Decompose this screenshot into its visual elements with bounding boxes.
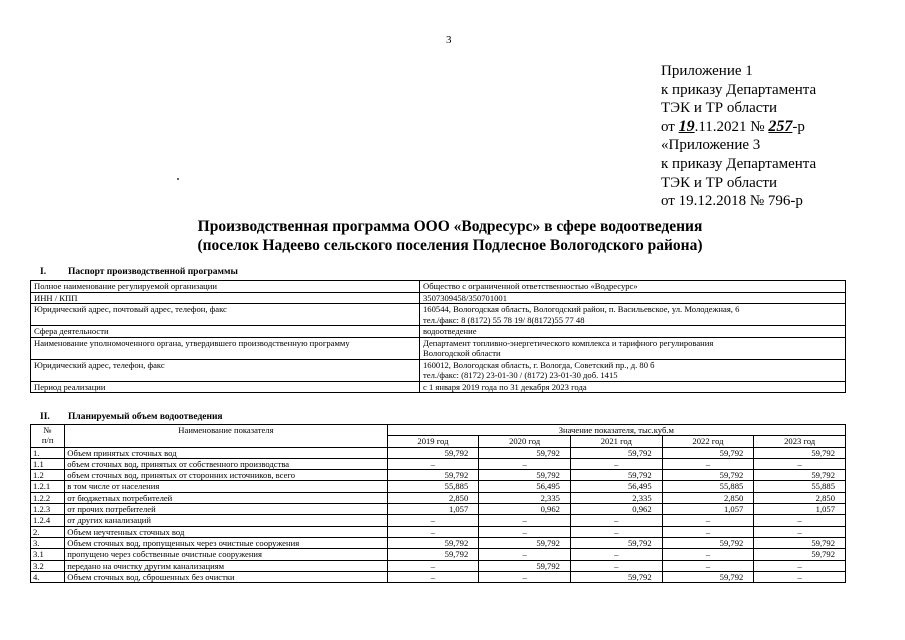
row-value: 59,792 [662, 571, 754, 582]
appendix-line: ТЭК и ТР области [661, 100, 777, 117]
table-row [31, 458, 846, 469]
row-name: Объем неучтенных сточных вод [65, 526, 387, 537]
row-value: 55,885 [387, 481, 479, 492]
table-row [31, 537, 846, 548]
row-number: 1.2.1 [31, 481, 65, 492]
section-number: II. [40, 412, 50, 422]
row-number: 3.2 [31, 560, 65, 571]
header-year: 2020 год [479, 436, 571, 447]
row-value: 55,885 [754, 481, 846, 492]
row-value: 2,335 [570, 492, 662, 503]
row-value: 59,792 [754, 470, 846, 481]
row-value: – [570, 515, 662, 526]
section-number: I. [40, 267, 47, 277]
row-name: пропущено через собственные очистные сооружения [65, 549, 387, 560]
appendix-line: Приложение 1 [661, 63, 753, 79]
row-number: 3. [31, 537, 65, 548]
passport-label: Полное наименование регулируемой организации [31, 281, 420, 293]
table-row [31, 549, 846, 560]
passport-row [31, 292, 846, 304]
row-value: 59,792 [387, 549, 479, 560]
passport-value: водоотведение [420, 326, 846, 338]
passport-value: Департамент топливно-энергетического комплекса и тарифного регулирования Вологодской области [420, 337, 846, 359]
row-value: 59,792 [387, 537, 479, 548]
row-value: 59,792 [479, 560, 571, 571]
row-value: 2,850 [754, 492, 846, 503]
row-value: – [570, 526, 662, 537]
row-value: 59,792 [570, 571, 662, 582]
table-row [31, 470, 846, 481]
passport-table [30, 280, 846, 393]
row-value: 55,885 [662, 481, 754, 492]
table-row [31, 504, 846, 515]
row-number: 2. [31, 526, 65, 537]
passport-value: 160544, Вологодская область, Вологодский район, п. Васильевское, ул. Молодежная, 6 тел./факс: 8 (8172) 55 78 19/ 8(8172)55 77 48 [420, 304, 846, 326]
row-name: в том числе от населения [65, 481, 387, 492]
row-value: – [479, 458, 571, 469]
row-value: 59,792 [754, 537, 846, 548]
row-value: 59,792 [662, 447, 754, 458]
row-number: 4. [31, 571, 65, 582]
volume-table [30, 424, 846, 583]
row-name: от других канализаций [65, 515, 387, 526]
row-value: – [479, 549, 571, 560]
section-title: Планируемый объем водоотведения [68, 412, 223, 422]
row-value: – [479, 526, 571, 537]
passport-row [31, 381, 846, 393]
page-number: 3 [446, 34, 452, 46]
row-value: 59,792 [479, 537, 571, 548]
row-value: – [754, 458, 846, 469]
row-value: 59,792 [479, 470, 571, 481]
date-rest: .11.2021 № [694, 118, 765, 135]
section-title: Паспорт производственной программы [68, 267, 238, 277]
handwritten-order-number: 257 [768, 117, 793, 135]
row-value: – [387, 571, 479, 582]
row-value: 56,495 [479, 481, 571, 492]
row-value: 56,495 [570, 481, 662, 492]
appendix-date-line [661, 118, 816, 137]
row-number: 1.2.4 [31, 515, 65, 526]
appendix-line: от 19.12.2018 № 796-р [661, 193, 803, 210]
row-value: – [662, 526, 754, 537]
row-value: 59,792 [570, 470, 662, 481]
row-value: 2,850 [662, 492, 754, 503]
row-value: – [662, 549, 754, 560]
passport-label: Юридический адрес, телефон, факс [31, 359, 420, 381]
passport-value: Общество с ограниченной ответственностью «Водресурс» [420, 281, 846, 293]
document-title [150, 217, 750, 255]
row-number: 1.2 [31, 470, 65, 481]
row-number: 1.2.3 [31, 504, 65, 515]
table-row [31, 571, 846, 582]
section-heading [40, 412, 223, 422]
row-name: передано на очистку другим канализациям [65, 560, 387, 571]
header-num [31, 425, 65, 448]
row-value: 0,962 [570, 504, 662, 515]
row-name: объем сточных вод, принятых от собственного производства [65, 458, 387, 469]
row-number: 1. [31, 447, 65, 458]
passport-value: 3507309458/350701001 [420, 292, 846, 304]
passport-value: с 1 января 2019 года по 31 декабря 2023 года [420, 381, 846, 393]
row-name: от прочих потребителей [65, 504, 387, 515]
passport-label: Юридический адрес, почтовый адрес, телефон, факс [31, 304, 420, 326]
table-row [31, 447, 846, 458]
date-prefix: от [661, 118, 675, 135]
appendix-line: ТЭК и ТР области [661, 174, 777, 191]
row-value: 59,792 [662, 537, 754, 548]
passport-row [31, 359, 846, 381]
row-value: 1,057 [387, 504, 479, 515]
row-value: 59,792 [387, 470, 479, 481]
row-value: – [662, 458, 754, 469]
passport-row [31, 281, 846, 293]
passport-label: Период реализации [31, 381, 420, 393]
passport-row [31, 326, 846, 338]
header-values-title: Значение показателя, тыс.куб.м [387, 425, 845, 436]
row-value: 59,792 [570, 447, 662, 458]
order-suffix: -р [792, 118, 805, 135]
table-row [31, 560, 846, 571]
row-number: 1.2.2 [31, 492, 65, 503]
row-value: – [387, 458, 479, 469]
row-number: 1.1 [31, 458, 65, 469]
table-row [31, 515, 846, 526]
section-heading [40, 267, 238, 277]
row-name: от бюджетных потребителей [65, 492, 387, 503]
row-value: – [479, 515, 571, 526]
passport-row [31, 304, 846, 326]
passport-label: Сфера деятельности [31, 326, 420, 338]
passport-value: 160012, Вологодская область, г. Вологда, Советский пр., д. 80 б тел./факс: (8172) 23-01-30 / (8172) 23-01-30 доб. 1415 [420, 359, 846, 381]
appendix-line: «Приложение 3 [661, 137, 761, 154]
stray-dot [177, 178, 179, 180]
row-value: – [479, 571, 571, 582]
row-value: – [387, 560, 479, 571]
row-value: 59,792 [754, 447, 846, 458]
row-value: 0,962 [479, 504, 571, 515]
passport-label: Наименование уполномоченного органа, утвердившего производственную программу [31, 337, 420, 359]
row-value: – [387, 515, 479, 526]
row-value: 59,792 [387, 447, 479, 458]
row-value: – [754, 571, 846, 582]
passport-label: ИНН / КПП [31, 292, 420, 304]
row-value: 59,792 [570, 537, 662, 548]
row-name: объем сточных вод, принятых от сторонних источников, всего [65, 470, 387, 481]
appendix-block [661, 62, 816, 211]
table-row [31, 481, 846, 492]
table-row [31, 492, 846, 503]
header-year: 2021 год [570, 436, 662, 447]
row-value: – [662, 560, 754, 571]
title-line: (поселок Надеево сельского поселения Подлесное Вологодского района) [197, 237, 703, 254]
row-value: 1,057 [754, 504, 846, 515]
row-value: 59,792 [662, 470, 754, 481]
row-number: 3.1 [31, 549, 65, 560]
row-value: – [754, 526, 846, 537]
row-value: 59,792 [754, 549, 846, 560]
row-value: – [662, 515, 754, 526]
appendix-line: к приказу Департамента [661, 81, 817, 98]
row-value: – [387, 526, 479, 537]
header-year: 2019 год [387, 436, 479, 447]
row-value: – [570, 560, 662, 571]
header-year: 2022 год [662, 436, 754, 447]
row-name: Объем принятых сточных вод [65, 447, 387, 458]
header-name: Наименование показателя [65, 425, 387, 448]
row-value: 2,850 [387, 492, 479, 503]
row-value: – [570, 458, 662, 469]
table-row [31, 526, 846, 537]
row-value: 2,335 [479, 492, 571, 503]
row-name: Объем сточных вод, сброшенных без очистки [65, 571, 387, 582]
row-value: 59,792 [479, 447, 571, 458]
row-value: – [754, 560, 846, 571]
handwritten-day: 19 [678, 117, 695, 135]
row-value: – [570, 549, 662, 560]
header-num-text: № п/п [41, 425, 54, 446]
row-name: Объем сточных вод, пропущенных через очистные сооружения [65, 537, 387, 548]
row-value: 1,057 [662, 504, 754, 515]
title-line: Производственная программа ООО «Водресурс» в сфере водоотведения [197, 218, 703, 235]
passport-row [31, 337, 846, 359]
header-year: 2023 год [754, 436, 846, 447]
appendix-line: к приказу Департамента [661, 155, 817, 172]
row-value: – [754, 515, 846, 526]
